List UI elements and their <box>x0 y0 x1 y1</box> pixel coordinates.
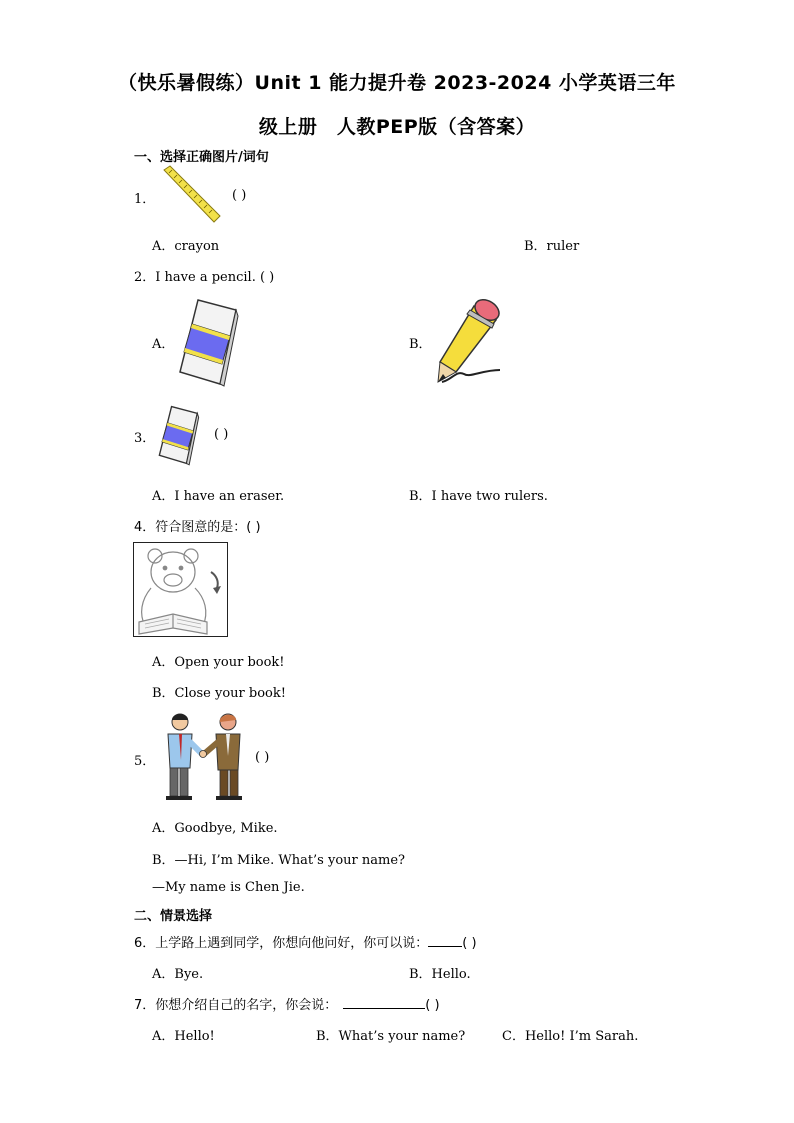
q7-text: 7．你想介绍自己的名字，你会说： <box>134 998 338 1013</box>
q7-option-a[interactable]: A．Hello! <box>152 1029 215 1044</box>
title-line-1: （快乐暑假练）Unit 1 能力提升卷 2023-2024 小学英语三年 <box>118 72 676 94</box>
q7-answer-blank[interactable] <box>343 994 425 1009</box>
q2-option-a[interactable]: A． <box>152 337 175 352</box>
q1-answer-paren: ( ) <box>232 188 247 203</box>
title-line-2: 级上册 人教PEP版（含答案） <box>258 116 536 138</box>
q5-option-a[interactable]: A．Goodbye, Mike. <box>152 821 278 836</box>
q3-option-a[interactable]: A．I have an eraser. <box>152 489 285 504</box>
q5-answer-paren: ( ) <box>255 750 270 765</box>
q7-question <box>134 994 440 1013</box>
q3-number: 3． <box>134 431 156 446</box>
q4-option-a[interactable]: A．Open your book! <box>152 655 285 670</box>
bear-reading-image <box>133 542 228 637</box>
q6-question <box>134 932 477 951</box>
q2-text: 2．I have a pencil. ( ) <box>134 270 275 285</box>
q6-text: 6．上学路上遇到同学，你想向他问好，你可以说： <box>134 936 429 951</box>
q3-option-b[interactable]: B．I have two rulers. <box>409 489 548 504</box>
q7-option-b[interactable]: B．What’s your name? <box>316 1029 466 1044</box>
q5-option-b[interactable]: B．—Hi, I’m Mike. What’s your name? <box>152 853 405 868</box>
q5-number: 5． <box>134 754 156 769</box>
handshake-image <box>158 712 244 802</box>
q5-option-b-reply: —My name is Chen Jie. <box>152 880 305 895</box>
q4-option-b[interactable]: B．Close your book! <box>152 686 286 701</box>
q4-text: 4．符合图意的是：( ) <box>134 520 261 535</box>
eraser-image <box>178 298 240 386</box>
q7-answer-paren: ( ) <box>425 998 440 1013</box>
section-heading-1: 一、选择正确图片/词句 <box>134 150 269 165</box>
q7-option-c[interactable]: C．Hello! I’m Sarah. <box>502 1029 639 1044</box>
ruler-image <box>160 166 222 224</box>
section-heading-2: 二、情景选择 <box>134 909 213 924</box>
q6-option-b[interactable]: B．Hello. <box>409 967 471 982</box>
eraser-small-image <box>158 405 200 465</box>
pencil-image <box>434 296 504 388</box>
q3-answer-paren: ( ) <box>214 427 229 442</box>
q1-number: 1． <box>134 192 156 207</box>
q2-option-b[interactable]: B． <box>409 337 432 352</box>
q6-option-a[interactable]: A．Bye. <box>152 967 204 982</box>
q1-option-a[interactable]: A．crayon <box>152 239 220 254</box>
q6-answer-blank[interactable] <box>428 932 462 947</box>
q1-option-b[interactable]: B．ruler <box>524 239 580 254</box>
q6-answer-paren: ( ) <box>462 936 477 951</box>
